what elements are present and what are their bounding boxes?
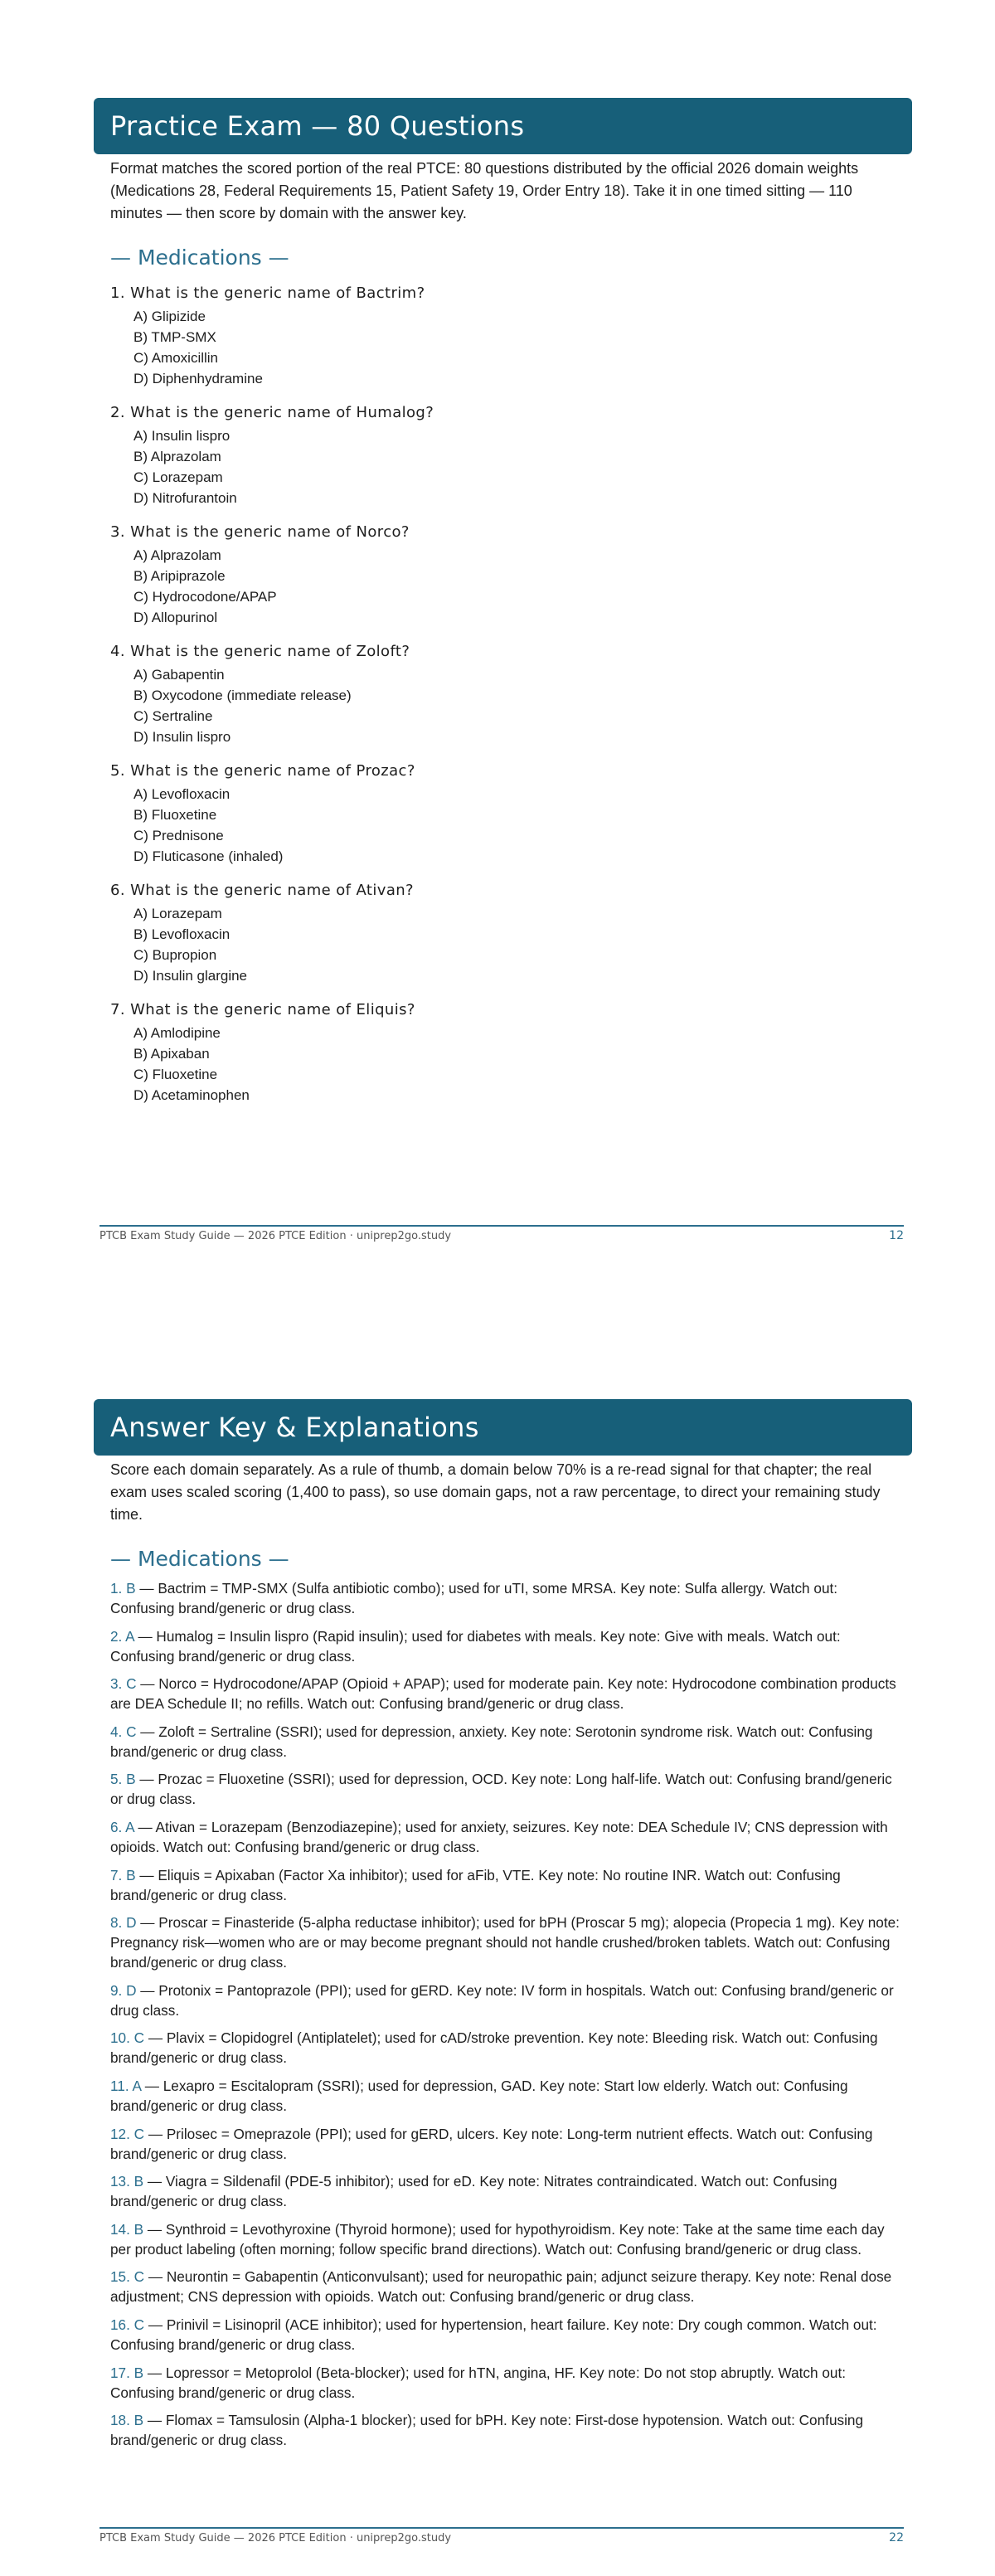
answer-key-label: 8. D — [110, 1914, 137, 1932]
answer-choice: B) Apixaban — [133, 1046, 210, 1062]
answer-key-label: 15. C — [110, 2268, 145, 2286]
question-item — [110, 1000, 857, 1106]
answer-choice: B) Fluoxetine — [133, 807, 217, 823]
answer-entry — [110, 1769, 902, 1809]
answer-entry — [110, 1817, 902, 1857]
answer-entry — [110, 1913, 902, 1972]
question-list — [110, 284, 857, 1120]
answer-choice: A) Lorazepam — [133, 906, 222, 921]
answer-entry — [110, 2410, 902, 2450]
page-title-banner: Practice Exam — 80 Questions — [94, 98, 912, 154]
answer-explanation: — Flomax = Tamsulosin (Alpha-1 blocker); used for bPH. Key note: First-dose hypotension. Watch out: Confusing brand/generic or drug class. — [110, 2412, 864, 2449]
answer-explanation: — Synthroid = Levothyroxine (Thyroid hormone); used for hypothyroidism. Key note: Take at the same time each day per product labeling (often morning; follow specific brand directions). Watch out: Confusing brand/generic or drug class. — [110, 2220, 885, 2258]
answer-explanation: — Bactrim = TMP-SMX (Sulfa antibiotic combo); used for uTI, some MRSA. Key note: Sulfa allergy. Watch out: Confusing brand/generic or drug class. — [110, 1580, 838, 1616]
answer-key-label: 5. B — [110, 1771, 136, 1788]
answer-choice: D) Insulin lispro — [133, 729, 231, 745]
answer-key-label: 2. A — [110, 1627, 134, 1645]
answer-choice: B) TMP-SMX — [133, 329, 216, 345]
answer-choices — [110, 306, 857, 389]
answer-key-label: 1. B — [110, 1580, 136, 1597]
answer-choice: C) Prednisone — [133, 828, 224, 843]
answer-explanation: — Eliquis = Apixaban (Factor Xa inhibitor); used for aFib, VTE. Key note: No routine INR. Watch out: Confusing brand/generic or drug class. — [110, 1866, 841, 1903]
question-text: 6. What is the generic name of Ativan? — [110, 882, 415, 899]
answer-choice: D) Acetaminophen — [133, 1087, 250, 1103]
answer-choice: C) Sertraline — [133, 708, 213, 724]
question-item — [110, 761, 857, 867]
answer-choice: D) Insulin glargine — [133, 968, 248, 984]
answer-key-label: 18. B — [110, 2412, 144, 2429]
answer-choice: A) Amlodipine — [133, 1025, 221, 1041]
question-text: 7. What is the generic name of Eliquis? — [110, 1001, 415, 1018]
answer-choice: B) Aripiprazole — [133, 568, 226, 584]
answer-choice: A) Alprazolam — [133, 547, 221, 563]
answer-choice: C) Hydrocodone/APAP — [133, 589, 277, 605]
answer-explanation: — Plavix = Clopidogrel (Antiplatelet); used for cAD/stroke prevention. Key note: Bleeding risk. Watch out: Confusing brand/generic or drug class. — [110, 2029, 878, 2067]
answer-choice: C) Bupropion — [133, 947, 217, 963]
answer-choice: B) Levofloxacin — [133, 926, 231, 942]
answer-entry — [110, 2124, 902, 2164]
answer-choice: C) Amoxicillin — [133, 350, 219, 366]
footer-divider — [100, 1225, 904, 1227]
answer-choice: D) Fluticasone (inhaled) — [133, 848, 284, 864]
question-text: 1. What is the generic name of Bactrim? — [110, 284, 425, 302]
answer-key-label: 3. C — [110, 1675, 137, 1693]
answer-key-label: 12. C — [110, 2125, 145, 2142]
question-item — [110, 522, 857, 628]
answer-key-label: 17. B — [110, 2364, 144, 2381]
answer-entry — [110, 1626, 902, 1666]
footer-text: PTCB Exam Study Guide — 2026 PTCE Edition · uniprep2go.study — [100, 2532, 452, 2544]
answer-choice: C) Lorazepam — [133, 469, 223, 485]
answer-entry — [110, 2171, 902, 2211]
answer-entry — [110, 1981, 902, 2020]
footer-text: PTCB Exam Study Guide — 2026 PTCE Edition · uniprep2go.study — [100, 1230, 452, 1242]
answer-entry — [110, 2363, 902, 2403]
answer-entry — [110, 2315, 902, 2355]
question-text: 5. What is the generic name of Prozac? — [110, 762, 415, 780]
answer-key-label: 4. C — [110, 1723, 137, 1740]
answer-entry — [110, 2267, 902, 2306]
answer-explanation: — Humalog = Insulin lispro (Rapid insulin); used for diabetes with meals. Key note: Give with meals. Watch out: Confusing brand/generic or drug class. — [110, 1627, 841, 1665]
question-item — [110, 642, 857, 747]
answer-explanation: — Norco = Hydrocodone/APAP (Opioid + APAP); used for moderate pain. Key note: Hydrocodone combination products are DEA Schedule II; no refills. Watch out: Confusing brand/generic or drug class. — [110, 1675, 896, 1713]
answer-explanation: — Proscar = Finasteride (5-alpha reductase inhibitor); used for bPH (Proscar 5 mg); alopecia (Propecia 1 mg). Key note: Pregnancy risk—women who are or may become pregnant should not handle crushed/broken tablets. Watch out: Confusing brand/generic or drug class. — [110, 1914, 900, 1971]
answer-key-label: 6. A — [110, 1818, 134, 1835]
answer-explanation: — Prinivil = Lisinopril (ACE inhibitor); used for hypertension, heart failure. Key note: Dry cough common. Watch out: Confusing brand/generic or drug class. — [110, 2316, 877, 2353]
answer-choice: A) Glipizide — [133, 309, 206, 324]
question-item — [110, 881, 857, 986]
answer-entry — [110, 1722, 902, 1762]
answer-list — [110, 1578, 902, 2458]
answer-key-label: 14. B — [110, 2220, 144, 2238]
answer-entry — [110, 1865, 902, 1905]
answer-explanation: — Prozac = Fluoxetine (SSRI); used for depression, OCD. Key note: Long half-life. Watch out: Confusing brand/generic or drug class. — [110, 1771, 892, 1808]
answer-explanation: — Lexapro = Escitalopram (SSRI); used for depression, GAD. Key note: Start low elderly. Watch out: Confusing brand/generic or drug class. — [110, 2077, 848, 2114]
answer-explanation: — Zoloft = Sertraline (SSRI); used for depression, anxiety. Key note: Serotonin syndrome risk. Watch out: Confusing brand/generic or drug class. — [110, 1723, 873, 1760]
question-text: 3. What is the generic name of Norco? — [110, 523, 410, 541]
answer-choice: D) Nitrofurantoin — [133, 490, 237, 506]
answer-choices — [110, 784, 857, 867]
answer-key-label: 9. D — [110, 1981, 137, 1999]
answer-key-label: 11. A — [110, 2077, 141, 2094]
answer-key-label: 7. B — [110, 1866, 136, 1883]
answer-choice: D) Allopurinol — [133, 610, 218, 625]
section-heading: — Medications — — [110, 1547, 289, 1571]
answer-entry — [110, 1578, 902, 1618]
page-number: 12 — [889, 1229, 904, 1242]
answer-choice: C) Fluoxetine — [133, 1067, 218, 1082]
answer-choices — [110, 1023, 857, 1106]
answer-choice: A) Levofloxacin — [133, 786, 231, 802]
footer-divider — [100, 2527, 904, 2529]
answer-choices — [110, 903, 857, 986]
question-text: 4. What is the generic name of Zoloft? — [110, 643, 410, 660]
answer-explanation: — Prilosec = Omeprazole (PPI); used for gERD, ulcers. Key note: Long-term nutrient effects. Watch out: Confusing brand/generic or drug class. — [110, 2125, 873, 2162]
answer-entry — [110, 2219, 902, 2259]
answer-choice: D) Diphenhydramine — [133, 371, 263, 386]
answer-choice: B) Alprazolam — [133, 449, 221, 464]
answer-entry — [110, 1674, 902, 1713]
answer-choices — [110, 545, 857, 628]
question-item — [110, 403, 857, 508]
page-number: 22 — [889, 2531, 904, 2544]
answer-choice: B) Oxycodone (immediate release) — [133, 688, 352, 703]
answer-entry — [110, 2076, 902, 2116]
answer-choice: A) Gabapentin — [133, 667, 225, 683]
answer-explanation: — Viagra = Sildenafil (PDE-5 inhibitor); used for eD. Key note: Nitrates contraindicated. Watch out: Confusing brand/generic or drug class. — [110, 2173, 837, 2210]
page-title-banner: Answer Key & Explanations — [94, 1399, 912, 1456]
intro-paragraph: Format matches the scored portion of the real PTCE: 80 questions distributed by the official 2026 domain weights (Medications 28, Federal Requirements 15, Patient Safety 19, Order Entry 18). Take it in one timed sitting — 110 minutes — then score by domain with the answer key. — [110, 160, 859, 221]
answer-explanation: — Protonix = Pantoprazole (PPI); used for gERD. Key note: IV form in hospitals. Watch out: Confusing brand/generic or drug class. — [110, 1981, 894, 2019]
section-heading: — Medications — — [110, 245, 289, 270]
intro-paragraph: Score each domain separately. As a rule of thumb, a domain below 70% is a re-read signal for that chapter; the real exam uses scaled scoring (1,400 to pass), so use domain gaps, not a raw percentage, to direct your remaining study time. — [110, 1461, 881, 1523]
question-text: 2. What is the generic name of Humalog? — [110, 404, 434, 421]
answer-choices — [110, 664, 857, 747]
answer-choices — [110, 425, 857, 508]
answer-entry — [110, 2028, 902, 2068]
answer-key-label: 10. C — [110, 2029, 145, 2047]
answer-key-label: 13. B — [110, 2173, 144, 2190]
answer-explanation: — Lopressor = Metoprolol (Beta-blocker); used for hTN, angina, HF. Key note: Do not stop abruptly. Watch out: Confusing brand/generic or drug class. — [110, 2364, 847, 2401]
answer-choice: A) Insulin lispro — [133, 428, 231, 444]
question-item — [110, 284, 857, 389]
answer-explanation: — Neurontin = Gabapentin (Anticonvulsant); used for neuropathic pain; adjunct seizure therapy. Key note: Renal dose adjustment; CNS depression with opioids. Watch out: Confusing brand/generic or drug class. — [110, 2268, 892, 2306]
answer-explanation: — Ativan = Lorazepam (Benzodiazepine); used for anxiety, seizures. Key note: DEA Schedule IV; CNS depression with opioids. Watch out: Confusing brand/generic or drug class. — [110, 1818, 888, 1855]
answer-key-label: 16. C — [110, 2316, 145, 2333]
